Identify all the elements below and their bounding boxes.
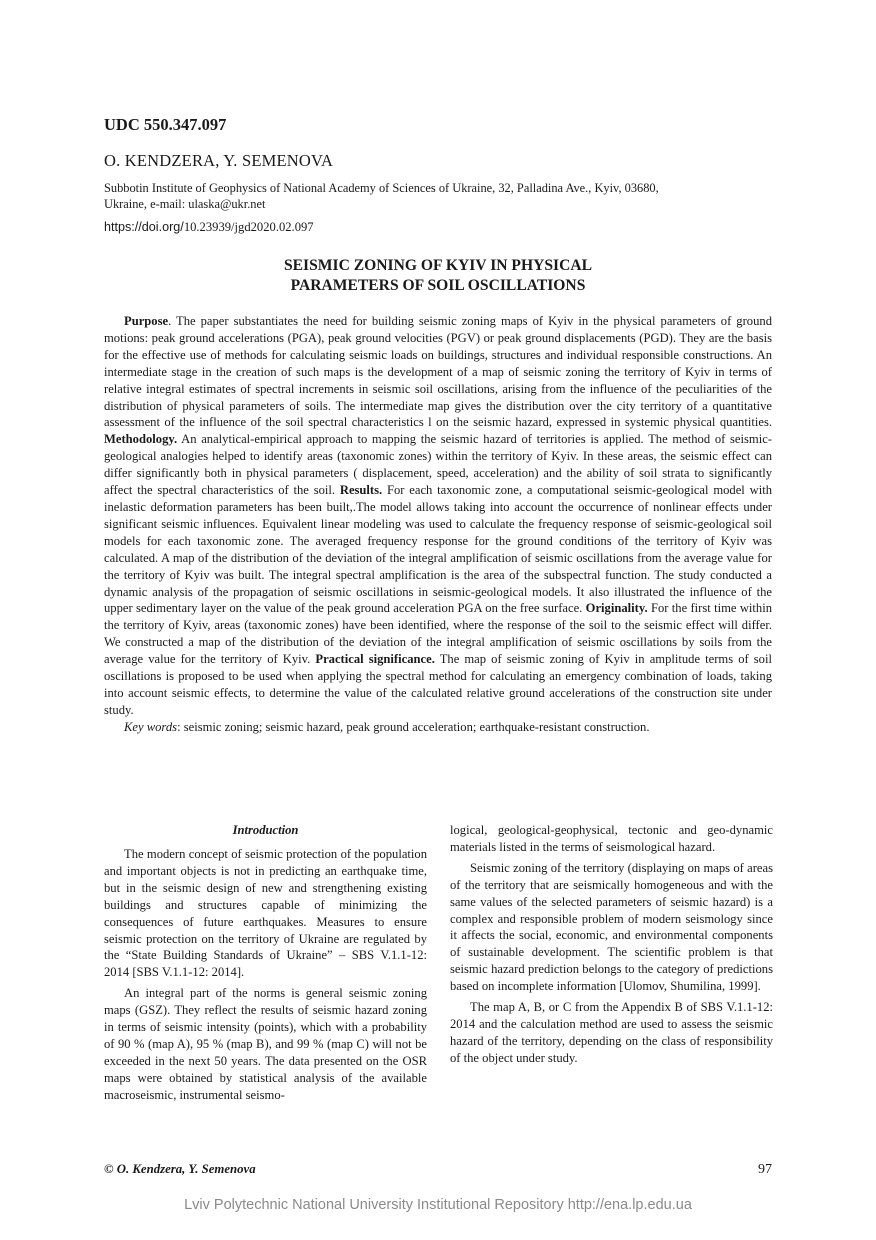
- keywords-label: Key words: [124, 719, 178, 734]
- practical-significance-label: Practical significance.: [315, 652, 435, 667]
- intro-paragraph-3: Seismic zoning of the territory (displaying on maps of areas of the territory that are seismically homogeneous and with the same values of the selected parameters of seismic hazard) is a complex and responsible problem of modern seismology since it affects the social, economic, and environmental components of sustainable development. The scientific problem is that seismic hazard prediction belongs to the category of predictions based on incomplete information [Ulomov, Shumilina, 1999].: [450, 860, 773, 994]
- repository-watermark: Lviv Polytechnic National University Institutional Repository http://ena.lp.edu.ua: [184, 1197, 692, 1213]
- udc-code: UDC 550.347.097: [104, 115, 227, 134]
- originality-text: For the first time within the territory of Kyiv, areas (taxonomic zones) have been identified, where the response of the soil to the seismic effect will differ. We constructed a map of the distribution of the deviation of the integral amplification of seismic oscillations by soils from the average value for the territory of Kyiv.: [104, 601, 773, 667]
- abstract-body: [104, 313, 772, 719]
- authors: O. KENDZERA, Y. SEMENOVA: [104, 151, 334, 170]
- footer-copyright: © O. Kendzera, Y. Semenova: [104, 1162, 256, 1176]
- doi-prefix[interactable]: https://doi.org/: [104, 220, 184, 234]
- results-text: For each taxonomic zone, a computational seismic-geological model with inelastic deformation parameters has been built,.The model allows taking into account the occurrence of nonlinear effects under significant seismic influences. Equivalent linear modeling was used to calculate the frequency response of seismic-geological soil models for each taxonomic zone. The averaged frequency response for the ground conditions of the territory of Kyiv was calculated. A map of the distribution of the deviation of the integral amplification of seismic oscillations from the average value for the territory of Kyiv was built. The integral spectral amplification is the area of the subspectral function. The study conducted a dynamic analysis of the propagation of seismic oscillations in seismic-geological models. It also illustrated the influence of the upper sedimentary layer on the value of the peak ground acceleration PGA on the free surface.: [104, 483, 772, 616]
- intro-paragraph-2: An integral part of the norms is general seismic zoning maps (GSZ). They reflect the results of seismic hazard zoning in terms of seismic intensity (points), which with a probability of 90 % (map A), 95 % (map B), and 99 % (map C) will not be exceeded in the next 50 years. The data presented on the OSR maps were obtained by statistical analysis of the available macroseismic, instrumental seismo-: [104, 986, 427, 1102]
- introduction-heading: Introduction: [232, 823, 299, 837]
- affiliation: Subbotin Institute of Geophysics of National Academy of Sciences of Ukraine, 32, Palladina Ave., Kyiv, 03680, Ukraine, e-mail: ulaska@ukr.net: [104, 181, 659, 211]
- originality-label: Originality.: [585, 601, 648, 616]
- title-line-2: PARAMETERS OF SOIL OSCILLATIONS: [290, 277, 586, 294]
- title-line-1: SEISMIC ZONING OF KYIV IN PHYSICAL: [283, 257, 593, 274]
- doi-id[interactable]: 10.23939/jgd2020.02.097: [183, 220, 314, 234]
- doi[interactable]: [104, 220, 314, 235]
- methodology-text: An analytical-empirical approach to mapping the seismic hazard of territories is applied. The method of seismic-geological analogies helped to identify areas (taxonomic zones) within the territory of Kyiv. In these areas, the seismic effect can differ significantly both in physical parameters ( displacement, speed, acceleration) and the ability of soil strata to significantly affect the spectral characteristics of the soil.: [104, 432, 772, 498]
- keywords-text: : seismic zoning; seismic hazard, peak ground acceleration; earthquake-resistant construction.: [177, 719, 650, 734]
- keywords: [104, 719, 772, 736]
- intro-paragraph-1: The modern concept of seismic protection of the population and important objects is not in predicting an earthquake time, but in the seismic design of new and strengthening existing buildings and structures capable of minimizing the consequences of future earthquakes. Measures to ensure seismic protection on the territory of Ukraine are regulated by the “State Building Standards of Ukraine” – SBS V.1.1-12: 2014 [SBS V.1.1-12: 2014].: [104, 847, 427, 980]
- purpose-text: . The paper substantiates the need for building seismic zoning maps of Kyiv in the physical parameters of ground motions: peak ground accelerations (PGA), peak ground velocities (PGV) or peak ground displacements (PGD). They are the basis for the effective use of methods for calculating seismic loads on buildings, structures and individual responsible constructions. An intermediate stage in the creation of such maps is the development of a map of seismic zoning the territory of Kyiv in terms of relative integral estimates of spectral increments in seismic soil oscillations, arising from the influence of the peculiarities of the distribution of physical parameters of soils. The intermediate map gives the distribution over the city territory of a quantitative assessment of the influence of the soil spectral characteristics l on the seismic hazard, expressed in systemic physical quantities.: [104, 314, 772, 430]
- practical-significance-text: The map of seismic zoning of Kyiv in amplitude terms of soil oscillations is proposed to be used when applying the spectral method for calculating an emergency combination of loads, taking into account seismic effects, to determine the value of the calculated relative ground accelerations of the construction site under study.: [104, 652, 772, 717]
- methodology-label: Methodology.: [104, 432, 178, 447]
- page-number: 97: [758, 1162, 772, 1177]
- intro-paragraph-4: The map A, B, or C from the Appendix B of SBS V.1.1-12: 2014 and the calculation method are used to assess the seismic hazard of the territory, depending on the class of responsibility of the object under study.: [450, 1000, 773, 1065]
- results-label: Results.: [339, 483, 383, 498]
- abstract: [104, 313, 772, 736]
- intro-paragraph-2-continued: logical, geological-geophysical, tectonic and geo-dynamic materials listed in the terms of seismological hazard.: [450, 823, 773, 854]
- left-column: [104, 822, 427, 1108]
- right-column: [450, 822, 773, 1071]
- purpose-label: Purpose: [124, 314, 169, 328]
- paper-title: [104, 256, 772, 296]
